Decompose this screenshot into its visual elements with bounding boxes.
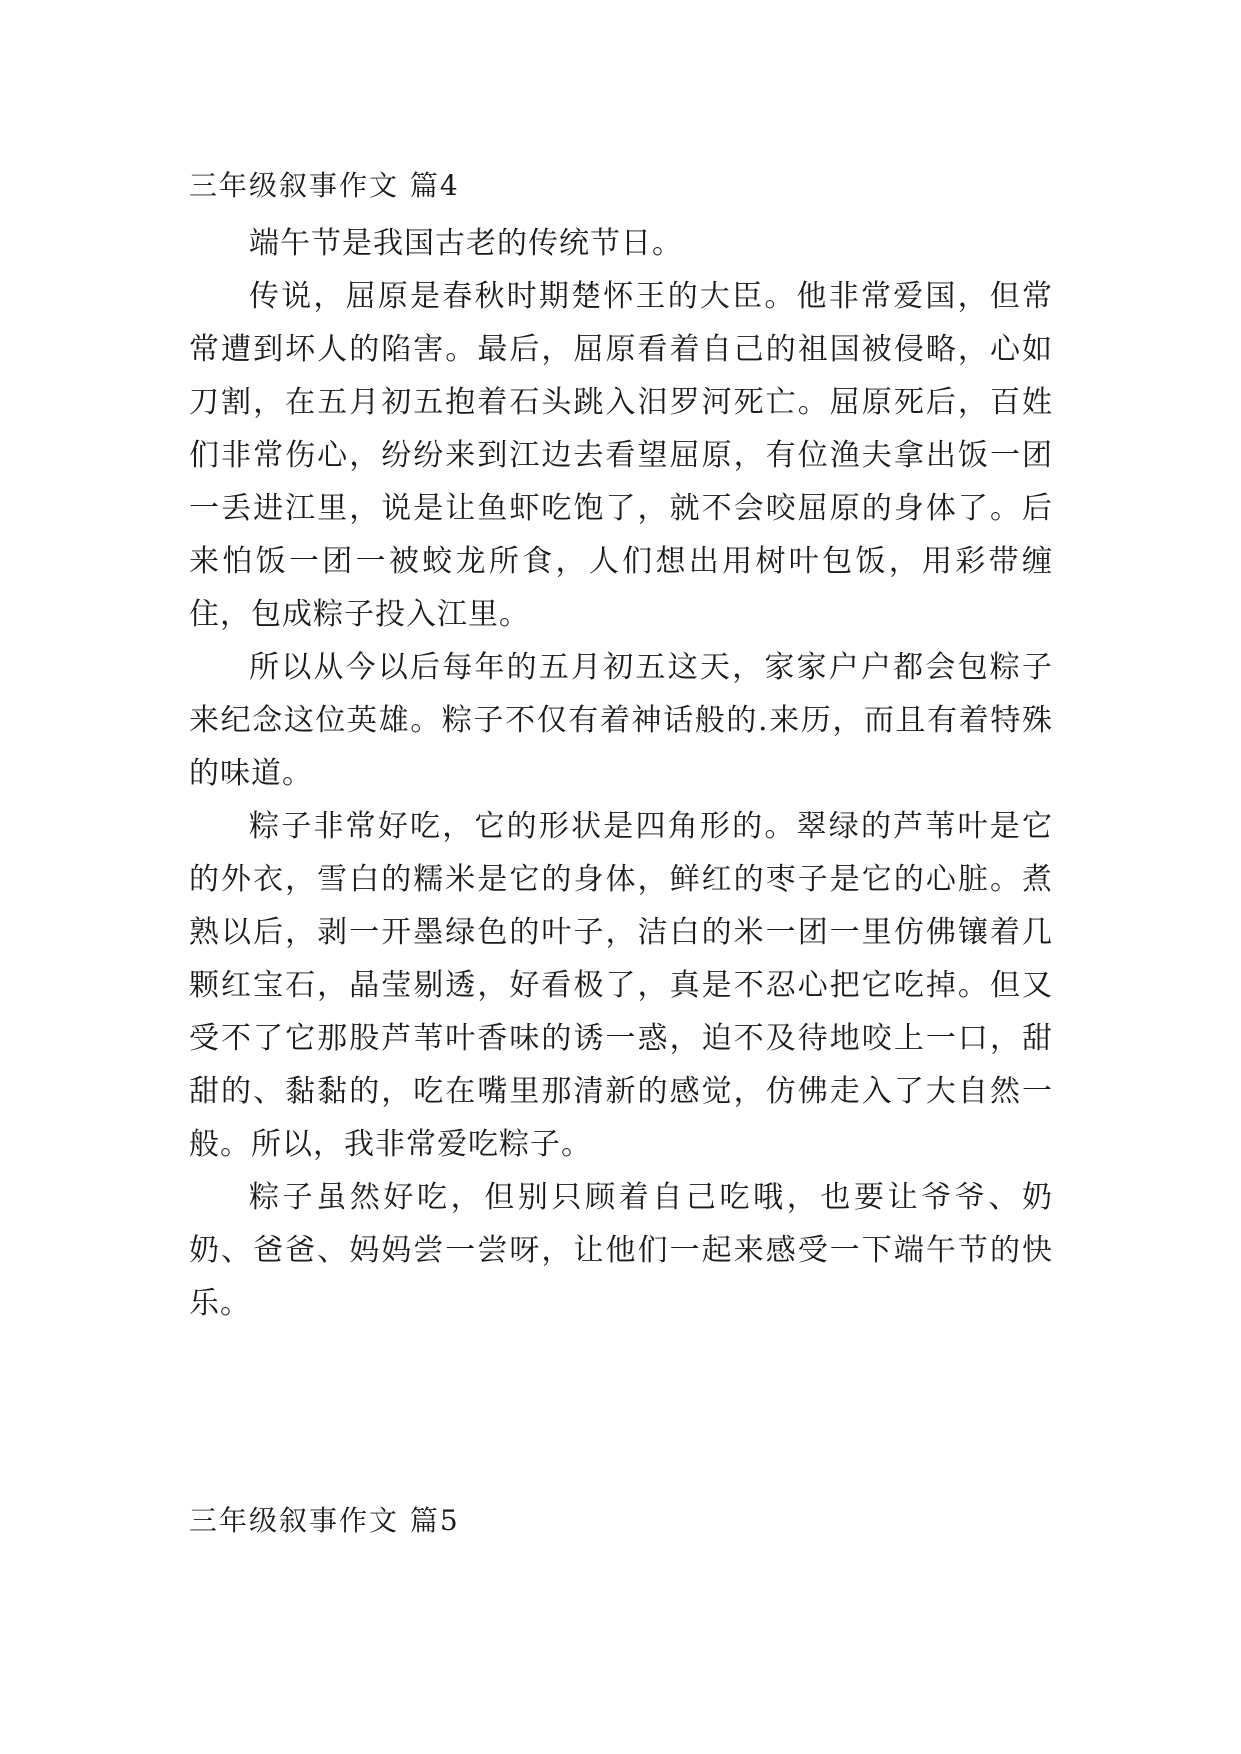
- paragraph: 粽子虽然好吃，但别只顾着自己吃哦，也要让爷爷、奶奶、爸爸、妈妈尝一尝呀，让他们一起来感受一下端午节的快乐。: [189, 1180, 1053, 1321]
- essay-body: [189, 217, 1053, 1330]
- section-title: 三年级叙事作文 篇4: [189, 169, 460, 202]
- section-title: 三年级叙事作文 篇5: [189, 1504, 460, 1537]
- paragraph: 所以从今以后每年的五月初五这天，家家户户都会包粽子来纪念这位英雄。粽子不仅有着神话般的.来历，而且有着特殊的味道。: [189, 650, 1053, 791]
- paragraph: 传说，屈原是春秋时期楚怀王的大臣。他非常爱国，但常常遭到坏人的陷害。最后，屈原看着自己的祖国被侵略，心如刀割，在五月初五抱着石头跳入汨罗河死亡。屈原死后，百姓们非常伤心，纷纷来到江边去看望屈原，有位渔夫拿出饭一团一丢进江里，说是让鱼虾吃饱了，就不会咬屈原的身体了。后来怕饭一团一被蛟龙所食，人们想出用树叶包饭，用彩带缠住，包成粽子投入江里。: [189, 279, 1053, 632]
- paragraph: 粽子非常好吃，它的形状是四角形的。翠绿的芦苇叶是它的外衣，雪白的糯米是它的身体，鲜红的枣子是它的心脏。煮熟以后，剥一开墨绿色的叶子，洁白的米一团一里仿佛镶着几颗红宝石，晶莹剔透，好看极了，真是不忍心把它吃掉。但又受不了它那股芦苇叶香味的诱一惑，迫不及待地咬上一口，甜甜的、黏黏的，吃在嘴里那清新的感觉，仿佛走入了大自然一般。所以，我非常爱吃粽子。: [189, 809, 1053, 1162]
- paragraph: 端午节是我国古老的传统节日。: [249, 226, 683, 261]
